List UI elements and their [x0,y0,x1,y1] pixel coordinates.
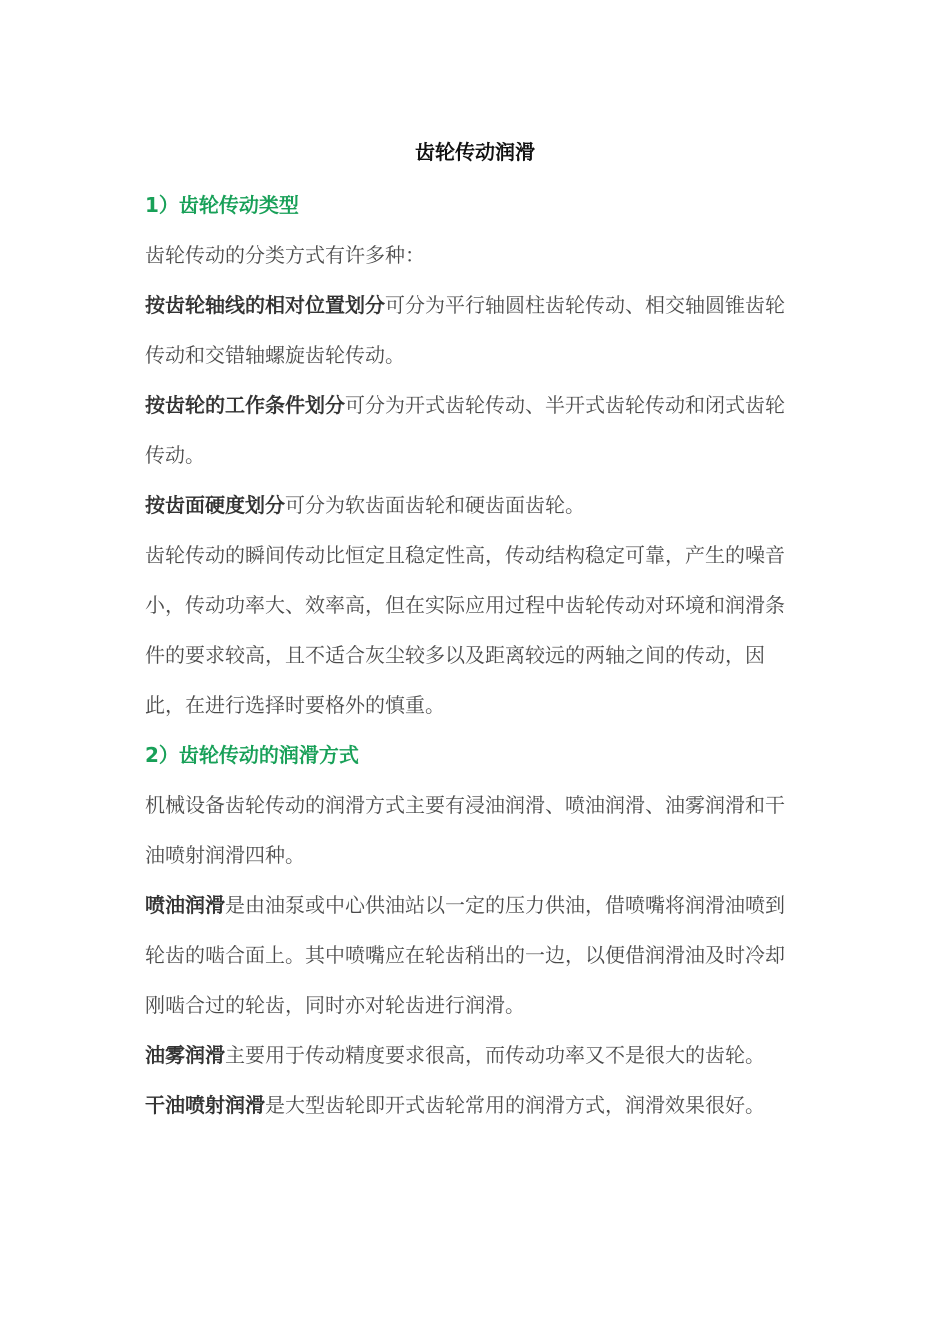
lubrication-paragraph [145,880,795,1030]
classification-paragraph [145,380,795,480]
paragraph-text: 可分为开式齿轮传动、半开式齿轮传动和闭式齿轮传动。 [145,393,785,467]
section1-summary: 齿轮传动的瞬间传动比恒定且稳定性高，传动结构稳定可靠，产生的噪音小，传动功率大、效率高，但在实际应用过程中齿轮传动对环境和润滑条件的要求较高，且不适合灰尘较多以及距离较远的两轴之间的传动，因此，在进行选择时要格外的慎重。 [145,543,785,717]
paragraph-text: 是由油泵或中心供油站以一定的压力供油，借喷嘴将润滑油喷到轮齿的啮合面上。其中喷嘴应在轮齿稍出的一边，以便借润滑油及时冷却刚啮合过的轮齿，同时亦对轮齿进行润滑。 [145,893,785,1017]
paragraph-lead: 按齿轮轴线的相对位置划分 [145,293,385,317]
document-title: 齿轮传动润滑 [415,140,535,164]
section2-intro: 机械设备齿轮传动的润滑方式主要有浸油润滑、喷油润滑、油雾润滑和干油喷射润滑四种。 [145,793,785,867]
section1-intro: 齿轮传动的分类方式有许多种： [145,243,425,267]
section-heading-1: 1）齿轮传动类型 [145,193,299,217]
paragraph-lead: 干油喷射润滑 [145,1093,265,1117]
paragraph-text: 可分为软齿面齿轮和硬齿面齿轮。 [285,493,585,517]
lubrication-paragraph [145,1080,795,1130]
paragraph-lead: 油雾润滑 [145,1043,225,1067]
paragraph-text: 主要用于传动精度要求很高，而传动功率又不是很大的齿轮。 [225,1043,765,1067]
lubrication-paragraph [145,1030,795,1080]
classification-paragraph [145,480,795,530]
document-body [145,180,795,1130]
section-heading-2: 2）齿轮传动的润滑方式 [145,743,359,767]
paragraph-lead: 按齿轮的工作条件划分 [145,393,345,417]
paragraph-lead: 喷油润滑 [145,893,225,917]
classification-paragraph [145,280,795,380]
paragraph-text: 是大型齿轮即开式齿轮常用的润滑方式，润滑效果很好。 [265,1093,765,1117]
paragraph-lead: 按齿面硬度划分 [145,493,285,517]
paragraph-text: 可分为平行轴圆柱齿轮传动、相交轴圆锥齿轮传动和交错轴螺旋齿轮传动。 [145,293,785,367]
